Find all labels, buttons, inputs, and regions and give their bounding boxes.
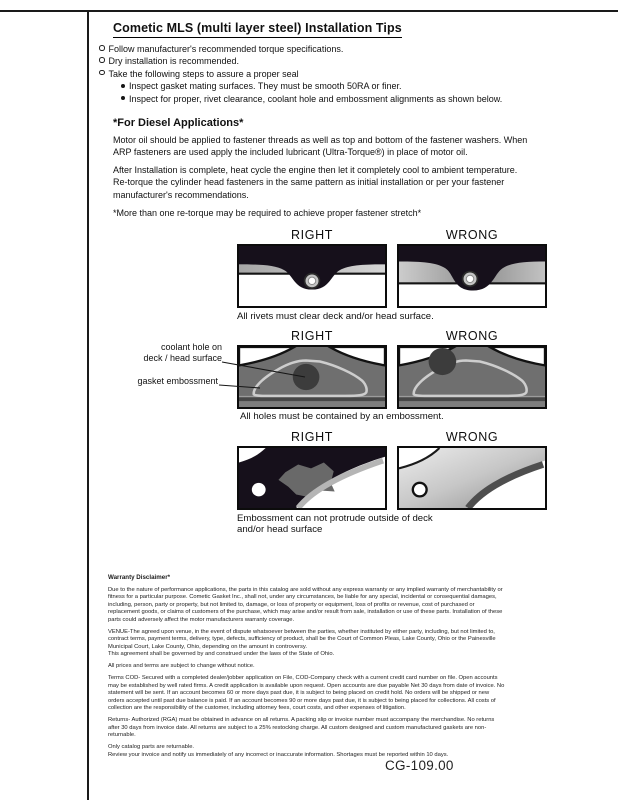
- diagram-rivet-wrong-panel: [397, 244, 547, 308]
- list-item-text: Follow manufacturer's recommended torque specifications.: [108, 44, 344, 54]
- list-item-text: Inspect for proper, rivet clearance, coolant hole and embossment alignments as shown below.: [129, 93, 503, 104]
- disclaimer-warranty-paragraph: Due to the nature of performance applications, the parts in this catalog are sold without any express warranty or any implied warranty of merchantability or fitness for a particular purpose. Cometic Gasket Inc., shall not, under any circumstances, be liable for any special, incidental or consequential damages, including, person, party or property, but not limited to, damage, or loss of property or equipment, loss of profits or revenue, cost of purchased or replacement goods, or claims of customers of the purchase, which may arise and/or result from sale, installation or use of these parts. Installation of these parts could adversely affect the motor manufacturers warranty coverage.: [108, 586, 503, 623]
- list-item-text: Inspect gasket mating surfaces. They must be smooth 50RA or finer.: [129, 81, 402, 92]
- diesel-paragraph-2: After Installation is complete, heat cycle the engine then let it completely cool to ambient temperature. Re-torque the cylinder head fasteners in the same pattern as initial installation or per your fastener manufacturer's recommendations.: [113, 165, 518, 200]
- retorque-note: *More than one re-torque may be required to achieve proper fastener stretch*: [113, 208, 422, 218]
- list-item: [99, 43, 502, 55]
- coolant-hole-label: [110, 342, 222, 364]
- diagram-rivet-right-panel: [237, 244, 387, 308]
- open-bullet-icon: [99, 70, 105, 76]
- filled-bullet-icon: [121, 84, 125, 88]
- list-item: [99, 55, 502, 67]
- disclaimer-catalog-paragraph: Only catalog parts are returnable.: [108, 744, 195, 750]
- list-item-text: Dry installation is recommended.: [108, 56, 240, 67]
- row2-right-header: RIGHT: [291, 329, 333, 343]
- list-item-text: Take the following steps to assure a proper seal: [108, 68, 299, 79]
- diesel-paragraph-1: Motor oil should be applied to fastener threads as well as top and bottom of the fastener washers. When ARP fasteners are used apply the included lubricant (Ultra-Torque®) in place of motor oil.: [113, 135, 528, 158]
- diagram-protrude-wrong-panel: [397, 446, 547, 510]
- diagram-protrude-right-panel: [237, 446, 387, 510]
- row1-wrong-header: WRONG: [445, 228, 499, 242]
- page-number: CG-109.00: [385, 758, 454, 773]
- row1-right-header: RIGHT: [291, 228, 333, 242]
- open-bullet-icon: [99, 57, 105, 63]
- diagram-hole-wrong-panel: [397, 345, 547, 409]
- page-title: Cometic MLS (multi layer steel) Installation Tips: [113, 21, 402, 38]
- row2-caption: All holes must be contained by an embossment.: [240, 411, 444, 422]
- warranty-disclaimer: [108, 574, 506, 764]
- coolant-hole-label-line2: deck / head surface: [143, 353, 222, 363]
- disclaimer-review-paragraph: Review your invoice and notify us immediately of any incorrect or inaccurate information. Shortages must be reported within 10 days.: [108, 751, 449, 758]
- filled-bullet-icon: [121, 96, 125, 100]
- list-item: [121, 93, 502, 105]
- rivet-right-diagram: [239, 246, 385, 306]
- installation-tips-list: [99, 43, 502, 105]
- disclaimer-terms-paragraph: Terms COD- Secured with a completed dealer/jobber application on File, COD-Company check with a current credit card number on file. Open accounts may be established by well rated firms. A credit application is available upon request. Open accounts are due payable Net 30 days from date of invoice. No statement will be sent. If an account becomes 60 or more days past due, it is subject to being placed on credit hold. No orders will be shipped or new orders accepted until past due balance is paid. If an account becomes 90 or more days past due, it is subject to being placed for collections. All costs of collection are the responsibility of the customer, including attorney fees, court costs, and other expenses of litigation.: [108, 675, 505, 711]
- disclaimer-returns-paragraph: Returns- Authorized (RGA) must be obtained in advance on all returns. A packing slip or invoice number must accompany the merchandise. No returns after 30 days from invoice date. All returns are subject to a 25% restocking charge. All custom designed and custom manufactured gaskets are non-returnable.: [108, 717, 495, 738]
- disclaimer-governed-paragraph: This agreement shall be governed by and construed under the laws of the State of Ohio.: [108, 651, 335, 657]
- hole-wrong-diagram: [399, 347, 545, 407]
- list-item: [121, 80, 502, 92]
- open-bullet-icon: [99, 45, 105, 51]
- disclaimer-prices-paragraph: All prices and terms are subject to change without notice.: [108, 663, 255, 669]
- row1-caption: All rivets must clear deck and/or head surface.: [237, 311, 434, 322]
- list-item: [99, 68, 502, 80]
- disclaimer-heading: Warranty Disclaimer*: [108, 574, 171, 581]
- row3-wrong-header: WRONG: [445, 430, 499, 444]
- row3-caption: Embossment can not protrude outside of deck and/or head surface: [237, 513, 433, 536]
- hole-right-diagram: [239, 347, 385, 407]
- row3-right-header: RIGHT: [291, 430, 333, 444]
- row2-wrong-header: WRONG: [445, 329, 499, 343]
- rivet-wrong-diagram: [399, 246, 545, 306]
- diagram-hole-right-panel: [237, 345, 387, 409]
- protrude-right-diagram: [239, 448, 385, 508]
- top-rule: [0, 10, 618, 12]
- coolant-hole-label-line1: coolant hole on: [160, 342, 222, 352]
- left-rule: [87, 10, 89, 800]
- protrude-wrong-diagram: [399, 448, 545, 508]
- gasket-embossment-label: gasket embossment: [137, 376, 218, 386]
- disclaimer-venue-paragraph: VENUE-The agreed upon venue, in the event of dispute whatsoever between the parties, whether instituted by either party, including, but not limited to, contract terms, payment terms, delivery, type, defects, sufficiency of product, shall be the Court of Common Pleas, Lake County, Ohio or the Painesville Municipal Court, Lake County, Ohio, depending on the amount in controversy.: [108, 628, 496, 650]
- diesel-applications-heading: *For Diesel Applications*: [113, 117, 244, 129]
